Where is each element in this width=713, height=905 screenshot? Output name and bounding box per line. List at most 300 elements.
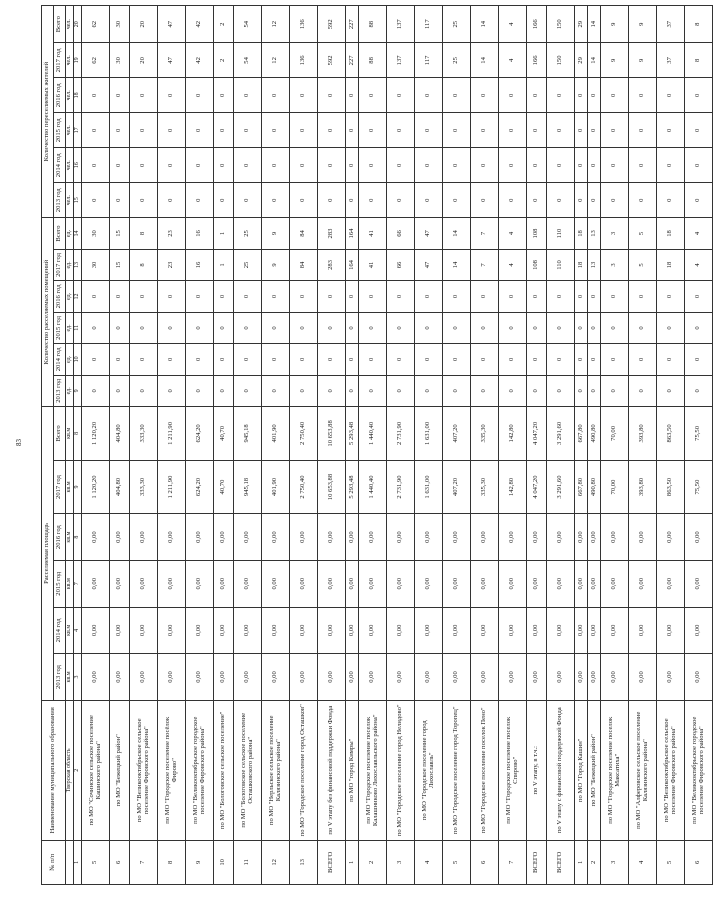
municipality-name-cell: по МО "Городское поселение поселок Спирово" — [499, 700, 527, 840]
rooms-count-cell: 0 — [499, 312, 527, 343]
rooms-count-cell: 84 — [290, 218, 318, 249]
table-row — [359, 6, 387, 885]
people-count-cell: 0 — [527, 113, 547, 148]
people-count-cell: 0 — [629, 78, 657, 113]
area-value-cell: 0,00 — [359, 560, 387, 607]
rooms-count-cell: 0 — [234, 344, 262, 375]
people-count-cell: 227 — [346, 43, 359, 78]
rooms-count-cell: 0 — [527, 312, 547, 343]
area-value-cell: 0,00 — [415, 607, 443, 654]
area-value-cell: 0,00 — [262, 514, 290, 561]
rooms-count-cell: 0 — [262, 312, 290, 343]
municipality-name-cell: по МО "Город Кашин" — [575, 700, 588, 840]
rooms-count-cell: 0 — [575, 375, 588, 406]
rooms-count-cell: 0 — [629, 375, 657, 406]
area-value-cell: 40,70 — [214, 407, 234, 461]
people-count-cell: 0 — [527, 78, 547, 113]
rooms-count-cell: 7 — [471, 218, 499, 249]
header-unit-cell: кв.м — [66, 407, 74, 461]
area-value-cell: 0,00 — [110, 654, 130, 701]
header-unit-cell: ед. — [66, 375, 74, 406]
header-year-people: 2017 год — [54, 43, 66, 78]
area-value-cell: 1 120,20 — [82, 407, 110, 461]
area-value-cell: 0,00 — [499, 514, 527, 561]
people-count-cell: 2 — [214, 6, 234, 43]
people-count-cell: 0 — [234, 78, 262, 113]
people-count-cell: 0 — [186, 78, 214, 113]
people-count-cell: 0 — [685, 183, 713, 218]
rooms-count-cell: 0 — [110, 281, 130, 312]
area-value-cell: 0,00 — [499, 560, 527, 607]
area-value-cell: 0,00 — [547, 654, 575, 701]
area-value-cell: 0,00 — [359, 514, 387, 561]
area-value-cell: 0,00 — [547, 514, 575, 561]
people-count-cell: 0 — [346, 113, 359, 148]
people-count-cell: 2 — [214, 43, 234, 78]
people-count-cell: 0 — [359, 148, 387, 183]
area-value-cell: 404,80 — [110, 460, 130, 514]
header-year-area: 2014 год — [54, 607, 66, 654]
rooms-count-cell: 0 — [130, 375, 158, 406]
municipality-name-cell: по МО "Бологовское сельское поселение" — [214, 700, 234, 840]
people-count-cell: 0 — [588, 183, 601, 218]
area-value-cell: 0,00 — [601, 514, 629, 561]
table-row — [158, 6, 186, 885]
rooms-count-cell: 0 — [443, 344, 471, 375]
area-value-cell: 0,00 — [575, 560, 588, 607]
header-column-number: 13 — [74, 249, 82, 280]
people-count-cell: 117 — [415, 43, 443, 78]
area-value-cell: 3 291,60 — [547, 460, 575, 514]
rooms-count-cell: 3 — [601, 249, 629, 280]
table-row — [588, 6, 601, 885]
header-year-rooms: Всего — [54, 218, 66, 249]
area-value-cell: 10 653,88 — [318, 460, 346, 514]
rooms-count-cell: 0 — [290, 281, 318, 312]
area-value-cell: 1 120,20 — [82, 460, 110, 514]
rooms-count-cell: 0 — [387, 375, 415, 406]
header-unit-blank — [66, 840, 74, 884]
table-row — [629, 6, 657, 885]
people-count-cell: 0 — [130, 113, 158, 148]
area-value-cell: 0,00 — [158, 607, 186, 654]
people-count-cell: 0 — [359, 78, 387, 113]
municipality-name-cell: по МО "город Кимры" — [346, 700, 359, 840]
municipality-name-cell: по МО "Городское поселение город Торопец" — [443, 700, 471, 840]
rooms-count-cell: 3 — [601, 218, 629, 249]
rooms-count-cell: 0 — [499, 344, 527, 375]
row-number-cell: ВСЕГО — [527, 840, 547, 884]
people-count-cell: 0 — [415, 78, 443, 113]
area-value-cell: 0,00 — [346, 560, 359, 607]
area-value-cell: 0,00 — [685, 607, 713, 654]
people-count-cell: 0 — [471, 183, 499, 218]
area-value-cell: 0,00 — [346, 607, 359, 654]
municipality-name-cell: по МО "Нерльское сельское поселение Калязинского района" — [262, 700, 290, 840]
people-count-cell: 0 — [547, 148, 575, 183]
rooms-count-cell: 0 — [443, 281, 471, 312]
area-value-cell: 0,00 — [158, 654, 186, 701]
rooms-count-cell: 283 — [318, 249, 346, 280]
people-count-cell: 9 — [629, 6, 657, 43]
rooms-count-cell: 0 — [318, 344, 346, 375]
area-value-cell: 0,00 — [527, 560, 547, 607]
row-number-cell: ВСЕГО — [318, 840, 346, 884]
area-value-cell: 0,00 — [214, 560, 234, 607]
area-value-cell: 2 731,90 — [387, 407, 415, 461]
rooms-count-cell: 0 — [657, 312, 685, 343]
people-count-cell: 25 — [443, 43, 471, 78]
rooms-count-cell: 0 — [685, 281, 713, 312]
people-count-cell: 42 — [186, 6, 214, 43]
area-value-cell: 0,00 — [346, 654, 359, 701]
rooms-count-cell: 0 — [359, 344, 387, 375]
people-count-cell: 0 — [130, 148, 158, 183]
people-count-cell: 0 — [158, 148, 186, 183]
people-count-cell: 0 — [290, 183, 318, 218]
people-count-cell: 0 — [629, 113, 657, 148]
people-count-cell: 9 — [601, 43, 629, 78]
header-column-number: 16 — [74, 148, 82, 183]
area-value-cell: 0,00 — [547, 560, 575, 607]
rooms-count-cell: 0 — [415, 375, 443, 406]
municipality-name-cell: по МО "Великооктябрьское сельское поселение Фировского района" — [657, 700, 685, 840]
area-value-cell: 490,80 — [588, 460, 601, 514]
table-row — [346, 6, 359, 885]
area-value-cell: 10 653,88 — [318, 407, 346, 461]
municipality-name-cell: по МО "Алферовское сельское поселение Калязинского района" — [629, 700, 657, 840]
people-count-cell: 0 — [415, 148, 443, 183]
rooms-count-cell: 25 — [234, 249, 262, 280]
area-value-cell: 0,00 — [214, 607, 234, 654]
area-value-cell: 0,00 — [415, 514, 443, 561]
rooms-count-cell: 0 — [629, 281, 657, 312]
municipality-name-cell: по МО "Великооктябрьское городское поселение Фировского района" — [685, 700, 713, 840]
area-value-cell: 1 211,90 — [158, 460, 186, 514]
people-count-cell: 0 — [547, 78, 575, 113]
area-value-cell: 1 631,00 — [415, 460, 443, 514]
header-unit-cell: ед. — [66, 344, 74, 375]
rooms-count-cell: 0 — [318, 281, 346, 312]
rooms-count-cell: 0 — [158, 375, 186, 406]
people-count-cell: 0 — [499, 78, 527, 113]
area-value-cell: 0,00 — [214, 514, 234, 561]
rooms-count-cell: 0 — [214, 344, 234, 375]
people-count-cell: 14 — [588, 6, 601, 43]
header-column-number: 11 — [74, 312, 82, 343]
header-units-row — [66, 6, 74, 885]
people-count-cell: 30 — [110, 6, 130, 43]
people-count-cell: 0 — [471, 148, 499, 183]
area-value-cell: 0,00 — [657, 514, 685, 561]
table-row — [471, 6, 499, 885]
rooms-count-cell: 23 — [158, 218, 186, 249]
rooms-count-cell: 0 — [318, 375, 346, 406]
area-value-cell: 2 750,40 — [290, 460, 318, 514]
table-row — [527, 6, 547, 885]
area-value-cell: 0,00 — [262, 654, 290, 701]
people-count-cell: 0 — [110, 183, 130, 218]
rooms-count-cell: 0 — [359, 281, 387, 312]
people-count-cell: 8 — [685, 6, 713, 43]
area-value-cell: 75,50 — [685, 407, 713, 461]
people-count-cell: 0 — [685, 78, 713, 113]
area-value-cell: 0,00 — [130, 514, 158, 561]
people-count-cell: 0 — [415, 183, 443, 218]
header-column-number: 12 — [74, 281, 82, 312]
rooms-count-cell: 0 — [158, 281, 186, 312]
table-row — [415, 6, 443, 885]
rooms-count-cell: 84 — [290, 249, 318, 280]
people-count-cell: 0 — [499, 183, 527, 218]
header-column-number: 2 — [74, 700, 82, 840]
area-value-cell: 407,20 — [443, 407, 471, 461]
header-area-group: Расселяемая площадь — [42, 407, 54, 701]
area-value-cell: 70,00 — [601, 407, 629, 461]
table-row — [547, 6, 575, 885]
area-value-cell: 0,00 — [588, 514, 601, 561]
people-count-cell: 0 — [186, 148, 214, 183]
people-count-cell: 0 — [82, 183, 110, 218]
area-value-cell: 401,90 — [262, 407, 290, 461]
header-column-number: 7 — [74, 560, 82, 607]
header-year-people: 2015 год — [54, 113, 66, 148]
rooms-count-cell: 0 — [82, 375, 110, 406]
area-value-cell: 0,00 — [588, 560, 601, 607]
people-count-cell: 0 — [443, 113, 471, 148]
rooms-count-cell: 0 — [547, 281, 575, 312]
people-count-cell: 47 — [158, 6, 186, 43]
rooms-count-cell: 0 — [471, 312, 499, 343]
rooms-count-cell: 0 — [359, 312, 387, 343]
area-value-cell: 0,00 — [588, 607, 601, 654]
rooms-count-cell: 110 — [547, 249, 575, 280]
area-value-cell: 393,80 — [629, 407, 657, 461]
municipality-name-cell: по МО "Бежецкий район" — [588, 700, 601, 840]
rooms-count-cell: 0 — [629, 312, 657, 343]
people-count-cell: 0 — [262, 183, 290, 218]
people-count-cell: 9 — [629, 43, 657, 78]
table-row — [443, 6, 471, 885]
rooms-count-cell: 0 — [415, 281, 443, 312]
people-count-cell: 0 — [346, 78, 359, 113]
area-value-cell: 0,00 — [685, 514, 713, 561]
rooms-count-cell: 0 — [186, 375, 214, 406]
people-count-cell: 0 — [346, 183, 359, 218]
row-number-cell: 3 — [387, 840, 415, 884]
rooms-count-cell: 4 — [685, 249, 713, 280]
area-value-cell: 0,00 — [290, 514, 318, 561]
rooms-count-cell: 4 — [499, 218, 527, 249]
table-row — [290, 6, 318, 885]
rooms-count-cell: 0 — [547, 312, 575, 343]
rooms-count-cell: 0 — [82, 344, 110, 375]
people-count-cell: 0 — [82, 113, 110, 148]
rooms-count-cell: 0 — [346, 281, 359, 312]
area-value-cell: 2 731,90 — [387, 460, 415, 514]
area-value-cell: 0,00 — [318, 514, 346, 561]
municipality-name-cell: по МО "Городское поселение поселок Калашниково Лихославльского района" — [359, 700, 387, 840]
area-value-cell: 624,20 — [186, 460, 214, 514]
header-column-number: 19 — [74, 43, 82, 78]
header-unit-cell: кв.м — [66, 654, 74, 701]
table-row — [262, 6, 290, 885]
rooms-count-cell: 66 — [387, 218, 415, 249]
people-count-cell: 12 — [262, 6, 290, 43]
header-name: Наименование муниципального образования — [42, 700, 66, 840]
people-count-cell: 62 — [82, 6, 110, 43]
header-unit-cell: ед. — [66, 281, 74, 312]
area-value-cell: 0,00 — [443, 654, 471, 701]
area-value-cell: 0,00 — [601, 654, 629, 701]
header-unit-cell: кв.м — [66, 607, 74, 654]
rooms-count-cell: 0 — [234, 281, 262, 312]
area-value-cell: 1 631,00 — [415, 407, 443, 461]
area-value-cell: 0,00 — [290, 607, 318, 654]
people-count-cell: 0 — [443, 183, 471, 218]
area-value-cell: 0,00 — [186, 607, 214, 654]
area-value-cell: 333,30 — [130, 460, 158, 514]
area-value-cell: 0,00 — [527, 607, 547, 654]
municipality-name-cell: по МО "Городское поселение город Осташков" — [290, 700, 318, 840]
header-year-rooms: 2017 год — [54, 249, 66, 280]
rooms-count-cell: 0 — [158, 312, 186, 343]
area-value-cell: 863,50 — [657, 460, 685, 514]
rooms-count-cell: 18 — [657, 218, 685, 249]
municipality-name-cell: по МО "Городское поселение город Лихославль" — [415, 700, 443, 840]
rooms-count-cell: 25 — [234, 218, 262, 249]
area-value-cell: 0,00 — [359, 607, 387, 654]
rooms-count-cell: 0 — [359, 375, 387, 406]
row-number-cell: 13 — [290, 840, 318, 884]
area-value-cell: 0,00 — [443, 514, 471, 561]
people-count-cell: 29 — [575, 43, 588, 78]
area-value-cell: 0,00 — [471, 654, 499, 701]
people-count-cell: 0 — [318, 78, 346, 113]
people-count-cell: 0 — [110, 78, 130, 113]
people-count-cell: 150 — [547, 6, 575, 43]
header-year-area: 2017 год — [54, 460, 66, 514]
people-count-cell: 0 — [387, 148, 415, 183]
rooms-count-cell: 0 — [387, 312, 415, 343]
people-count-cell: 0 — [575, 183, 588, 218]
area-value-cell: 335,30 — [471, 407, 499, 461]
rooms-count-cell: 16 — [186, 218, 214, 249]
municipality-name-cell: по МО "Бологовское сельское поселение Осташковского района" — [234, 700, 262, 840]
rooms-count-cell: 18 — [575, 218, 588, 249]
area-value-cell: 4 047,20 — [527, 407, 547, 461]
people-count-cell: 0 — [186, 183, 214, 218]
rooms-count-cell: 0 — [82, 281, 110, 312]
people-count-cell: 0 — [318, 113, 346, 148]
rooms-count-cell: 0 — [499, 375, 527, 406]
rooms-count-cell: 0 — [601, 281, 629, 312]
table-row — [657, 6, 685, 885]
area-value-cell: 0,00 — [158, 560, 186, 607]
rooms-count-cell: 283 — [318, 218, 346, 249]
rooms-count-cell: 0 — [547, 344, 575, 375]
header-column-number: 1 — [74, 840, 82, 884]
header-column-number: 17 — [74, 113, 82, 148]
row-number-cell: 5 — [443, 840, 471, 884]
rooms-count-cell: 0 — [290, 375, 318, 406]
rooms-count-cell: 108 — [527, 249, 547, 280]
area-value-cell: 0,00 — [290, 560, 318, 607]
area-value-cell: 0,00 — [262, 607, 290, 654]
area-value-cell: 0,00 — [575, 514, 588, 561]
people-count-cell: 117 — [415, 6, 443, 43]
people-count-cell: 0 — [346, 148, 359, 183]
page-number: 83 — [15, 439, 23, 446]
area-value-cell: 0,00 — [234, 514, 262, 561]
rooms-count-cell: 41 — [359, 218, 387, 249]
area-value-cell: 0,00 — [346, 514, 359, 561]
header-year-rooms: 2016 год — [54, 281, 66, 312]
header-unit-cell: чел. — [66, 183, 74, 218]
rooms-count-cell: 110 — [547, 218, 575, 249]
people-count-cell: 0 — [443, 78, 471, 113]
people-count-cell: 88 — [359, 43, 387, 78]
area-value-cell: 624,20 — [186, 407, 214, 461]
rooms-count-cell: 13 — [588, 218, 601, 249]
row-number-cell: 1 — [575, 840, 588, 884]
people-count-cell: 0 — [318, 183, 346, 218]
rooms-count-cell: 0 — [685, 312, 713, 343]
rooms-count-cell: 0 — [657, 375, 685, 406]
rooms-count-cell: 0 — [290, 312, 318, 343]
people-count-cell: 0 — [657, 113, 685, 148]
table-row — [318, 6, 346, 885]
area-value-cell: 0,00 — [629, 607, 657, 654]
people-count-cell: 0 — [214, 183, 234, 218]
people-count-cell: 25 — [443, 6, 471, 43]
people-count-cell: 0 — [158, 113, 186, 148]
rooms-count-cell: 15 — [110, 218, 130, 249]
header-unit-cell: чел. — [66, 148, 74, 183]
rooms-count-cell: 14 — [443, 218, 471, 249]
area-value-cell: 0,00 — [186, 514, 214, 561]
municipality-name-cell: по МО "Бежецкий район" — [110, 700, 130, 840]
municipality-name-cell: по МО "Сочинское сельское поселение Кашинского района" — [82, 700, 110, 840]
header-unit-cell: чел. — [66, 43, 74, 78]
area-value-cell: 0,00 — [82, 607, 110, 654]
people-count-cell: 30 — [110, 43, 130, 78]
rooms-count-cell: 164 — [346, 249, 359, 280]
rooms-count-cell: 18 — [575, 249, 588, 280]
header-unit-cell: ед. — [66, 218, 74, 249]
header-year-area: 2015 год — [54, 560, 66, 607]
people-count-cell: 12 — [262, 43, 290, 78]
people-count-cell: 0 — [130, 78, 158, 113]
people-count-cell: 0 — [657, 148, 685, 183]
rooms-count-cell: 0 — [588, 281, 601, 312]
rooms-count-cell: 0 — [547, 375, 575, 406]
table-row — [82, 6, 110, 885]
header-column-number: 4 — [74, 607, 82, 654]
rooms-count-cell: 0 — [186, 281, 214, 312]
rooms-count-cell: 0 — [130, 312, 158, 343]
area-value-cell: 0,00 — [471, 560, 499, 607]
area-value-cell: 0,00 — [471, 514, 499, 561]
area-value-cell: 0,00 — [318, 607, 346, 654]
header-column-number: 8 — [74, 514, 82, 561]
row-number-cell: 10 — [214, 840, 234, 884]
area-value-cell: 0,00 — [499, 607, 527, 654]
people-count-cell: 42 — [186, 43, 214, 78]
municipality-name-cell: по МО "Городское поселение посёлок Фирово" — [158, 700, 186, 840]
people-count-cell: 166 — [527, 6, 547, 43]
people-count-cell: 0 — [290, 148, 318, 183]
